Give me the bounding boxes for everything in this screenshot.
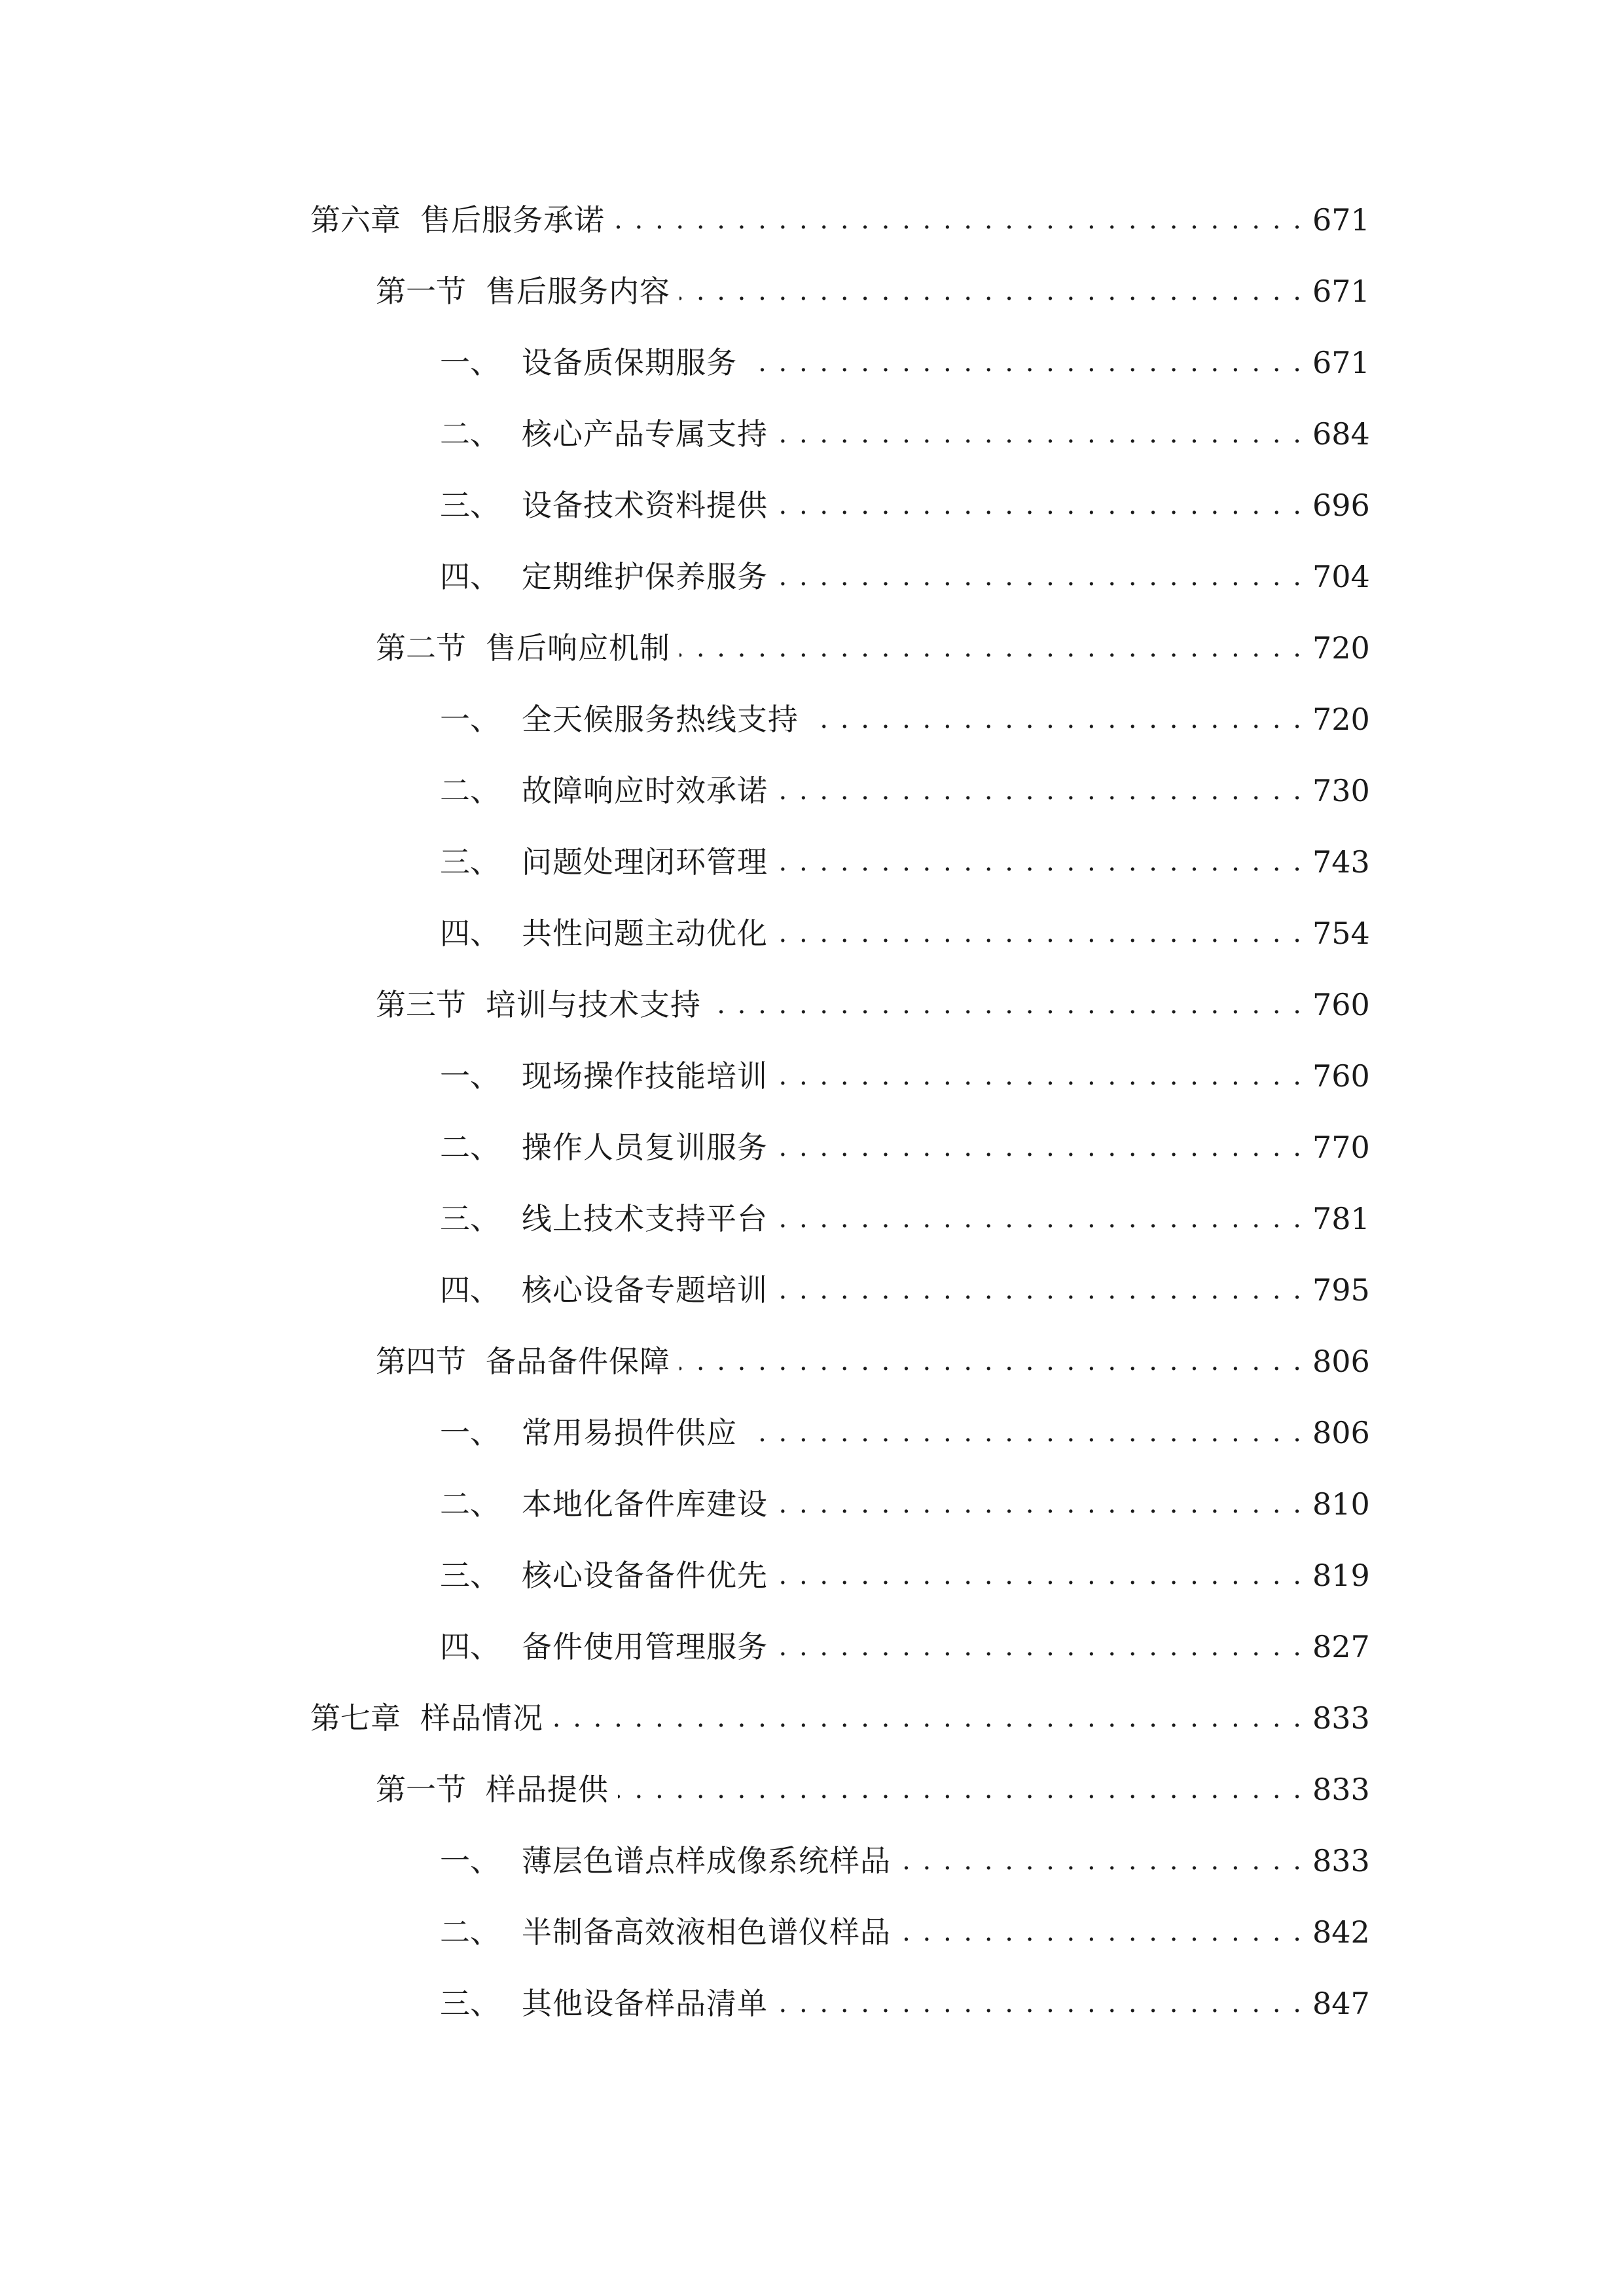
toc-entry-number: 一、 — [440, 1415, 500, 1450]
toc-entry-title: 核心产品专属支持 — [522, 416, 768, 452]
toc-entry-page: 760 — [1312, 1058, 1370, 1094]
toc-entry-subsection — [440, 1549, 1370, 1595]
toc-entry-title: 共性问题主动优化 — [522, 916, 768, 951]
toc-entry-title: 线上技术支持平台 — [522, 1201, 768, 1236]
toc-entry-section — [376, 622, 1370, 668]
dot-leader — [777, 1984, 1303, 2023]
toc-entry-page: 754 — [1312, 916, 1370, 951]
toc-entry-title: 样品提供 — [486, 1772, 609, 1807]
toc-entry-number: 第四节 — [376, 1344, 466, 1379]
toc-entry-page: 720 — [1312, 630, 1370, 666]
toc-entry-number: 三、 — [440, 1201, 500, 1236]
dot-leader — [777, 1056, 1303, 1096]
toc-entry-subsection — [440, 1621, 1370, 1666]
toc-entry-number: 一、 — [440, 1058, 500, 1094]
toc-entry-page: 684 — [1312, 416, 1370, 452]
toc-entry-title: 核心设备专题培训 — [522, 1272, 768, 1308]
toc-entry-subsection — [440, 1407, 1370, 1452]
toc-entry-page: 671 — [1312, 202, 1370, 238]
dot-leader — [552, 1698, 1303, 1738]
toc-entry-subsection — [440, 1050, 1370, 1096]
toc-entry-subsection — [440, 836, 1370, 882]
dot-leader — [679, 272, 1303, 311]
toc-entry-subsection — [440, 1478, 1370, 1524]
toc-entry-page: 806 — [1312, 1415, 1370, 1450]
toc-entry-title: 核心设备备件优先 — [522, 1558, 768, 1593]
toc-entry-subsection — [440, 550, 1370, 596]
toc-entry-title: 操作人员复训服务 — [522, 1130, 768, 1165]
toc-entry-title: 现场操作技能培训 — [522, 1058, 768, 1094]
toc-entry-number: 四、 — [440, 1629, 500, 1664]
toc-entry-title: 备件使用管理服务 — [522, 1629, 768, 1664]
toc-entry-page: 730 — [1312, 773, 1370, 808]
dot-leader — [777, 1128, 1303, 1167]
toc-entry-page: 720 — [1312, 702, 1370, 737]
toc-entry-number: 第二节 — [376, 630, 466, 666]
dot-leader — [746, 343, 1303, 382]
toc-entry-subsection — [440, 1193, 1370, 1238]
toc-entry-subsection — [440, 764, 1370, 810]
toc-entry-page: 833 — [1312, 1772, 1370, 1807]
toc-entry-section — [376, 978, 1370, 1024]
toc-entry-title: 半制备高效液相色谱仪样品 — [522, 1914, 891, 1950]
dot-leader — [777, 842, 1303, 882]
toc-entry-subsection — [440, 1835, 1370, 1880]
toc-entry-page: 704 — [1312, 559, 1370, 594]
toc-entry-number: 三、 — [440, 844, 500, 880]
toc-entry-page: 760 — [1312, 987, 1370, 1022]
dot-leader — [679, 628, 1303, 668]
toc-entry-number: 二、 — [440, 773, 500, 808]
toc-entry-number: 四、 — [440, 1272, 500, 1308]
toc-entry-page: 806 — [1312, 1344, 1370, 1379]
toc-entry-page: 842 — [1312, 1914, 1370, 1950]
toc-entry-section — [376, 1335, 1370, 1381]
toc-entry-title: 培训与技术支持 — [486, 987, 701, 1022]
toc-entry-subsection — [440, 1906, 1370, 1952]
toc-entry-title: 全天候服务热线支持 — [522, 702, 799, 737]
toc-entry-title: 样品情况 — [420, 1700, 543, 1736]
toc-entry-title: 常用易损件供应 — [522, 1415, 737, 1450]
toc-entry-page: 819 — [1312, 1558, 1370, 1593]
dot-leader — [777, 1270, 1303, 1310]
dot-leader — [618, 1770, 1303, 1809]
dot-leader — [777, 486, 1303, 525]
dot-leader — [777, 1627, 1303, 1666]
dot-leader — [710, 985, 1303, 1024]
toc-entry-subsection — [440, 479, 1370, 525]
toc-entry-number: 三、 — [440, 1558, 500, 1593]
toc-entry-number: 一、 — [440, 1843, 500, 1878]
toc-entry-number: 第一节 — [376, 274, 466, 309]
toc-entry-page: 671 — [1312, 274, 1370, 309]
toc-entry-title: 本地化备件库建设 — [522, 1486, 768, 1522]
toc-entry-number: 第七章 — [310, 1700, 401, 1736]
toc-entry-title: 其他设备样品清单 — [522, 1986, 768, 2021]
dot-leader — [777, 557, 1303, 596]
dot-leader — [777, 414, 1303, 454]
toc-entry-subsection — [440, 1121, 1370, 1167]
toc-entry-number: 二、 — [440, 1486, 500, 1522]
toc-entry-title: 备品备件保障 — [486, 1344, 670, 1379]
toc-entry-page: 833 — [1312, 1700, 1370, 1736]
toc-entry-title: 售后服务内容 — [486, 274, 670, 309]
dot-leader — [679, 1342, 1303, 1381]
toc-entry-number: 第三节 — [376, 987, 466, 1022]
toc-entry-page: 795 — [1312, 1272, 1370, 1308]
toc-entry-section — [376, 265, 1370, 311]
toc-entry-page: 671 — [1312, 345, 1370, 380]
toc-entry-page: 781 — [1312, 1201, 1370, 1236]
toc-entry-number: 第六章 — [310, 202, 401, 238]
dot-leader — [777, 1484, 1303, 1524]
dot-leader — [777, 914, 1303, 953]
toc-entry-number: 三、 — [440, 488, 500, 523]
toc-entry-number: 四、 — [440, 559, 500, 594]
dot-leader — [777, 1199, 1303, 1238]
toc-entry-page: 833 — [1312, 1843, 1370, 1878]
toc-entry-page: 743 — [1312, 844, 1370, 880]
toc-entry-chapter — [310, 1692, 1370, 1738]
toc-entry-title: 问题处理闭环管理 — [522, 844, 768, 880]
toc-entry-subsection — [440, 1264, 1370, 1310]
dot-leader — [900, 1841, 1303, 1880]
toc-entry-subsection — [440, 907, 1370, 953]
toc-entry-number: 一、 — [440, 702, 500, 737]
toc-entry-title: 售后响应机制 — [486, 630, 670, 666]
toc-entry-page: 696 — [1312, 488, 1370, 523]
toc-entry-number: 二、 — [440, 416, 500, 452]
toc-entry-subsection — [440, 1977, 1370, 2023]
toc-entry-title: 故障响应时效承诺 — [522, 773, 768, 808]
toc-entry-number: 二、 — [440, 1130, 500, 1165]
toc-entry-title: 薄层色谱点样成像系统样品 — [522, 1843, 891, 1878]
toc-entry-title: 设备质保期服务 — [522, 345, 737, 380]
toc-entry-number: 二、 — [440, 1914, 500, 1950]
toc-entry-title: 售后服务承诺 — [420, 202, 605, 238]
toc-entry-number: 四、 — [440, 916, 500, 951]
toc-entry-subsection — [440, 408, 1370, 454]
toc-entry-number: 三、 — [440, 1986, 500, 2021]
dot-leader — [614, 200, 1303, 240]
toc-entry-page: 770 — [1312, 1130, 1370, 1165]
toc-entry-page: 827 — [1312, 1629, 1370, 1664]
toc-entry-subsection — [440, 693, 1370, 739]
toc-entry-page: 810 — [1312, 1486, 1370, 1522]
toc-entry-number: 一、 — [440, 345, 500, 380]
toc-entry-chapter — [310, 194, 1370, 240]
toc-entry-title: 设备技术资料提供 — [522, 488, 768, 523]
dot-leader — [777, 771, 1303, 810]
toc-entry-page: 847 — [1312, 1986, 1370, 2021]
toc-entry-subsection — [440, 336, 1370, 382]
toc-entry-number: 第一节 — [376, 1772, 466, 1807]
toc-entry-section — [376, 1763, 1370, 1809]
dot-leader — [808, 700, 1303, 739]
dot-leader — [746, 1413, 1303, 1452]
dot-leader — [900, 1912, 1303, 1952]
toc-entry-title: 定期维护保养服务 — [522, 559, 768, 594]
dot-leader — [777, 1556, 1303, 1595]
